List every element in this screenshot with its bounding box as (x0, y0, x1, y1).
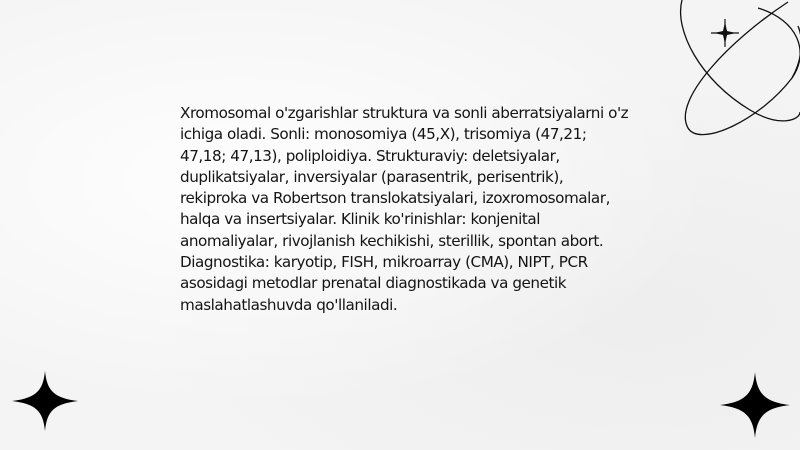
orbit-lines-icon (670, 0, 800, 145)
four-point-star-icon (720, 372, 790, 438)
body-paragraph: Xromosomal o'zgarishlar struktura va sonli aberratsiyalarni o'z ichiga oladi. Sonli: monosomiya (45,X), trisomiya (47,21; 47,18; 47,13), poliploidiya. Strukturaviy: deletsiyalar, duplikatsiyalar, inversiyalar (parasentrik, perisentrik), rekiproka va Robertson translokatsiyalari, izoxromosomalar, halqa va insertsiyalar. Klinik ko'rinishlar: konjenital anomaliyalar, rivojlanish kechikishi, sterillik, spontan abort. Diagnostika: karyotip, FISH, mikroarray (CMA), NIPT, PCR asosidagi metodlar prenatal diagnostikada va genetik maslahatlashuvda qo'llaniladi. (180, 104, 629, 314)
four-point-star-icon (12, 371, 78, 431)
